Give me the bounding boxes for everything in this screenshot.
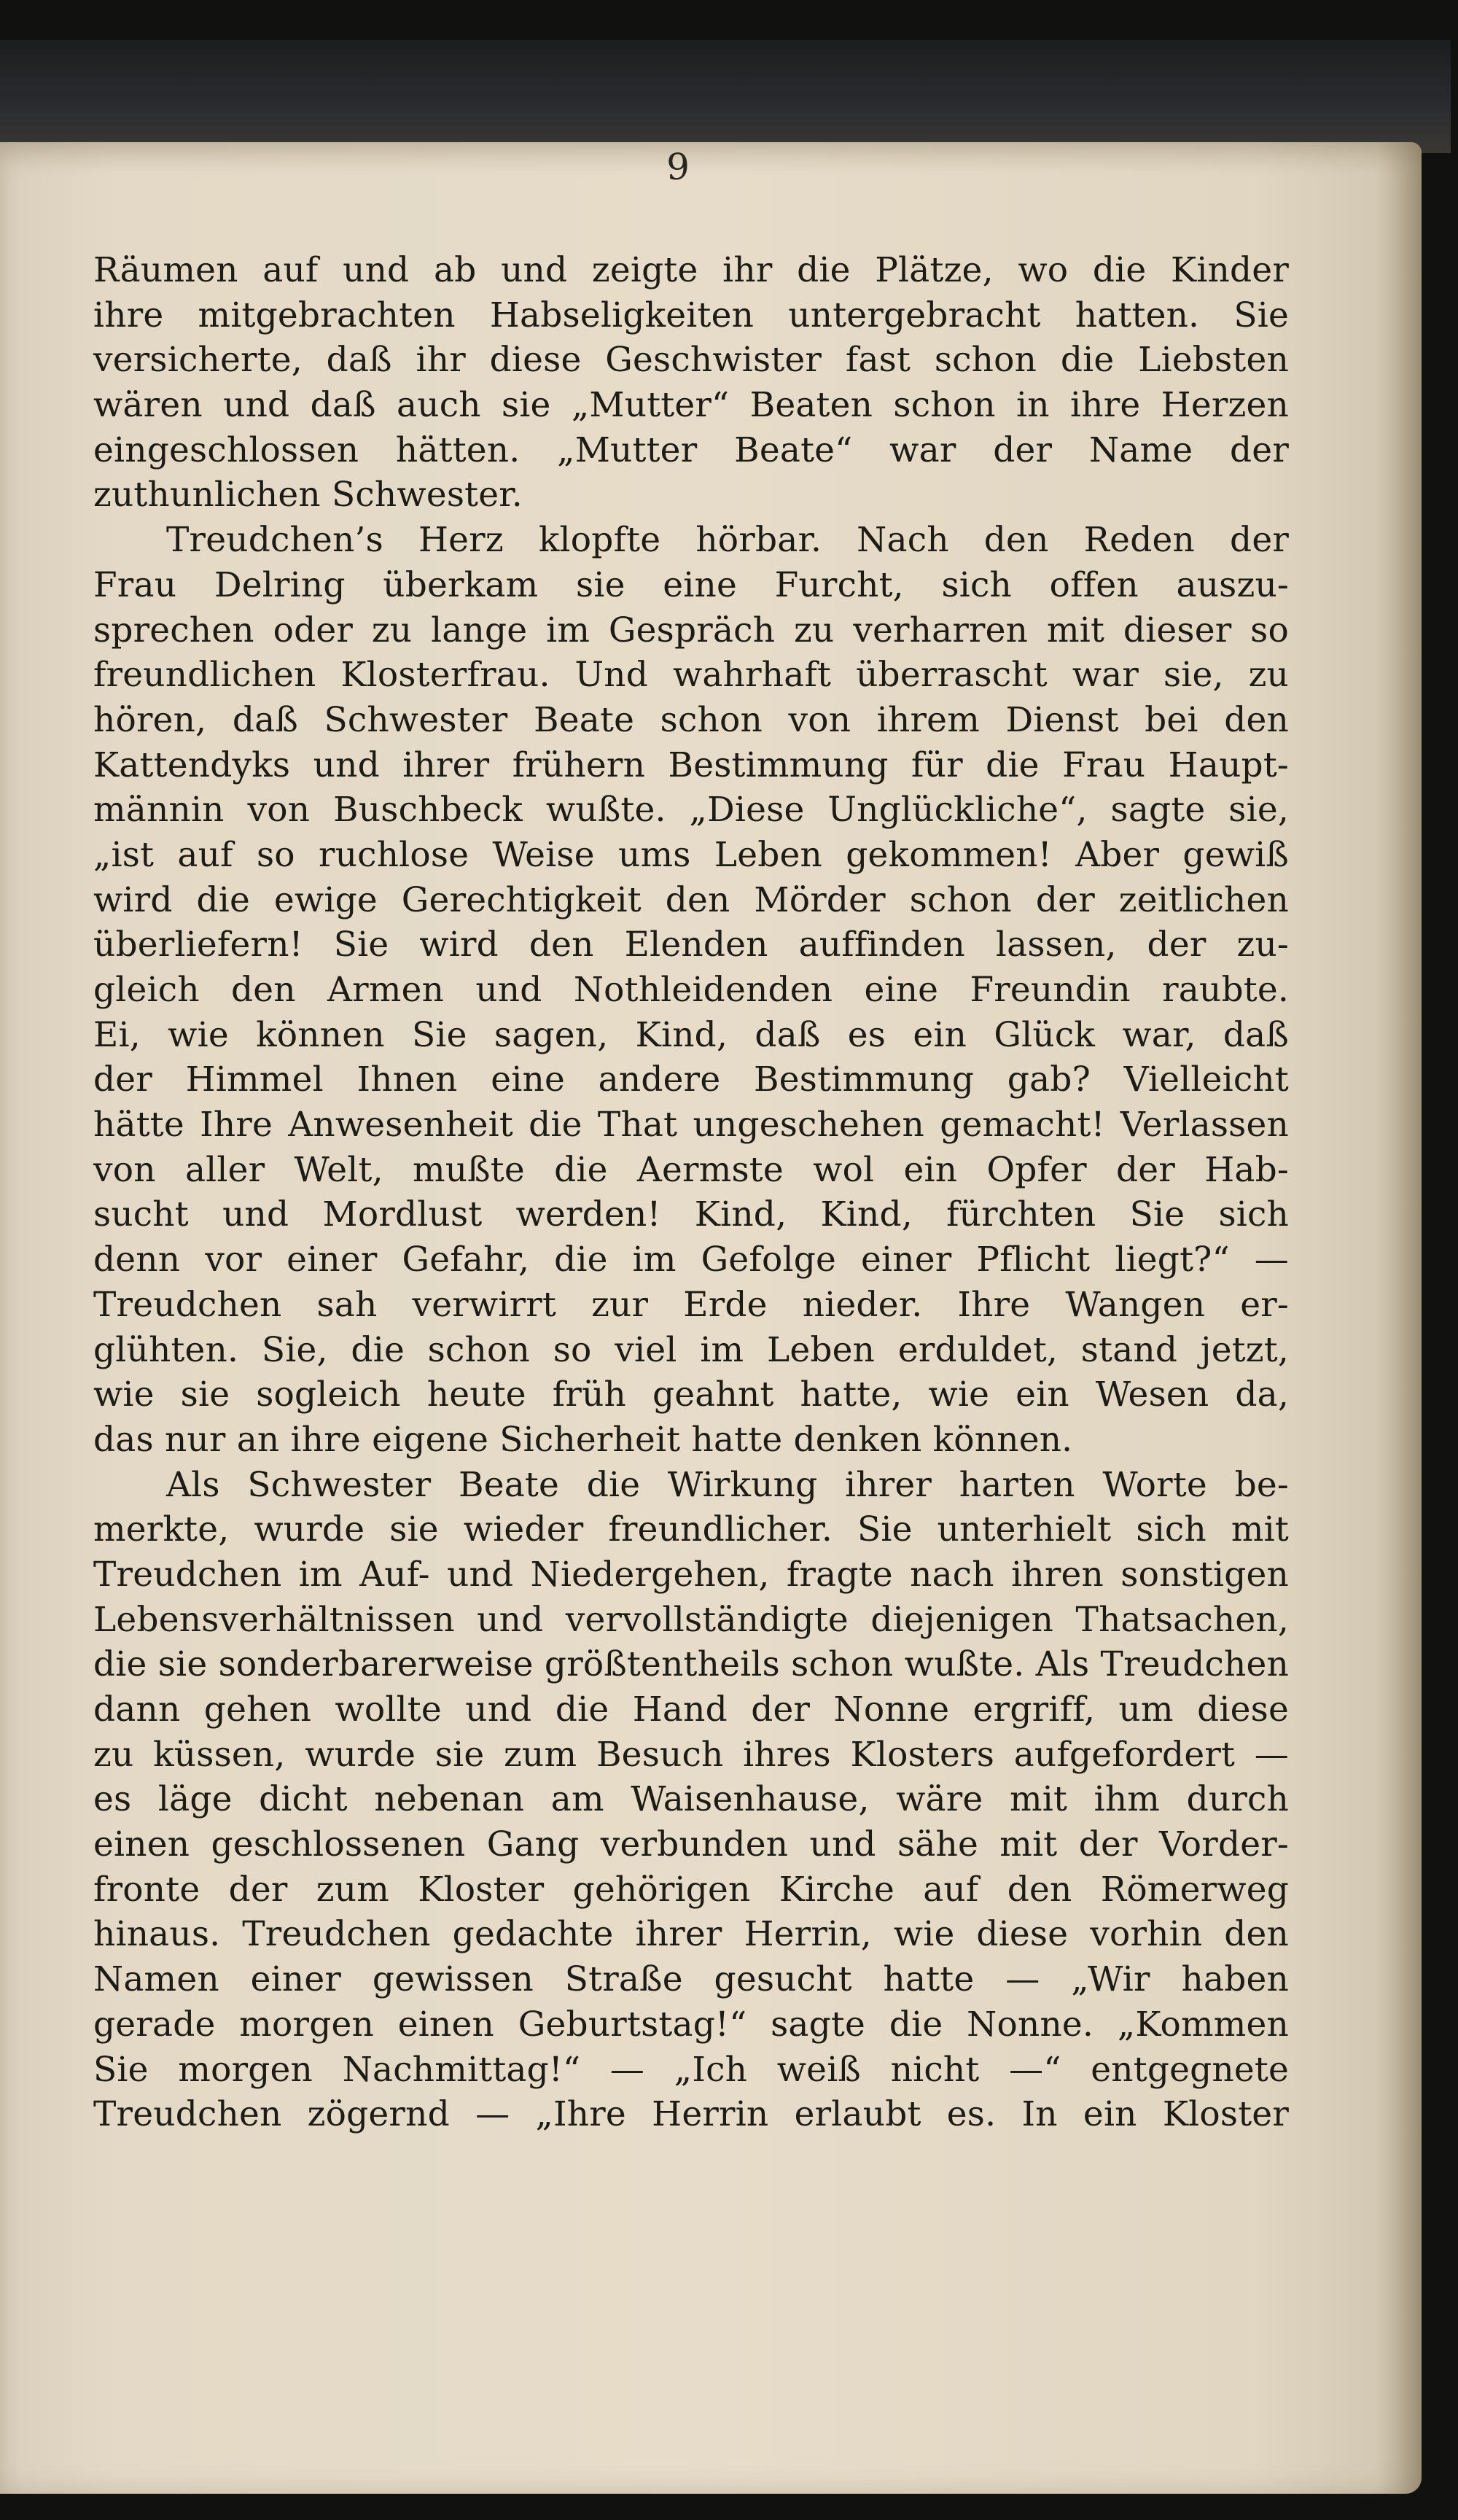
- text-line: Als Schwester Beate die Wirkung ihrer harten Worte be-: [166, 1464, 1289, 1505]
- text-line: Treudchen sah verwirrt zur Erde nieder. Ihre Wangen er-: [93, 1284, 1289, 1325]
- text-line: sucht und Mordlust werden! Kind, Kind, fürchten Sie sich: [93, 1194, 1289, 1235]
- body-text: [93, 248, 1289, 2137]
- text-line: glühten. Sie, die schon so viel im Leben erduldet, stand jetzt,: [93, 1329, 1289, 1370]
- text-line: Treudchen im Auf- und Niedergehen, fragte nach ihren sonstigen: [93, 1554, 1289, 1595]
- text-line: wie sie sogleich heute früh geahnt hatte, wie ein Wesen da,: [93, 1374, 1289, 1415]
- text-line: Kattendyks und ihrer frühern Bestimmung für die Frau Haupt-: [93, 744, 1289, 785]
- text-line: merkte, wurde sie wieder freundlicher. Sie unterhielt sich mit: [93, 1509, 1289, 1550]
- text-line: sprechen oder zu lange im Gespräch zu verharren mit dieser so: [93, 610, 1289, 650]
- text-line: hinaus. Treudchen gedachte ihrer Herrin, wie diese vorhin den: [93, 1914, 1289, 1955]
- text-line: wird die ewige Gerechtigkeit den Mörder schon der zeitlichen: [93, 879, 1289, 920]
- text-line: der Himmel Ihnen eine andere Bestimmung gab? Vielleicht: [93, 1059, 1289, 1100]
- text-line: Namen einer gewissen Straße gesucht hatte — „Wir haben: [93, 1959, 1289, 2000]
- text-line: freundlichen Klosterfrau. Und wahrhaft überrascht war sie, zu: [93, 655, 1289, 696]
- text-line: denn vor einer Gefahr, die im Gefolge einer Pflicht liegt?“ —: [93, 1240, 1289, 1280]
- text-line: Treudchen’s Herz klopfte hörbar. Nach den Reden der: [166, 520, 1289, 561]
- text-line: Frau Delring überkam sie eine Furcht, sich offen auszu-: [93, 564, 1289, 605]
- text-line: „ist auf so ruchlose Weise ums Leben gekommen! Aber gewiß: [93, 834, 1289, 875]
- text-line: das nur an ihre eigene Sicherheit hatte denken können.: [93, 1419, 1073, 1460]
- text-line: einen geschlossenen Gang verbunden und sähe mit der Vorder-: [93, 1824, 1289, 1865]
- text-line: eingeschlossen hätten. „Mutter Beate“ war der Name der: [93, 429, 1289, 470]
- text-line: hören, daß Schwester Beate schon von ihrem Dienst bei den: [93, 699, 1289, 740]
- text-line: hätte Ihre Anwesenheit die That ungeschehen gemacht! Verlassen: [93, 1105, 1289, 1146]
- text-line: versicherte, daß ihr diese Geschwister fast schon die Liebsten: [93, 340, 1289, 381]
- text-line: gerade morgen einen Geburtstag!“ sagte die Nonne. „Kommen: [93, 2004, 1289, 2045]
- text-line: es läge dicht nebenan am Waisenhause, wäre mit ihm durch: [93, 1779, 1289, 1820]
- text-line: die sie sonderbarerweise größtentheils schon wußte. Als Treudchen: [93, 1644, 1289, 1685]
- text-line: männin von Buschbeck wußte. „Diese Unglückliche“, sagte sie,: [93, 790, 1289, 831]
- text-line: fronte der zum Kloster gehörigen Kirche auf den Römerweg: [93, 1869, 1289, 1910]
- page-gutter-shadow: [1378, 142, 1422, 2494]
- text-line: Lebensverhältnissen und vervollständigte diejenigen Thatsachen,: [93, 1599, 1289, 1640]
- text-line: Treudchen zögernd — „Ihre Herrin erlaubt es. In ein Kloster: [93, 2094, 1289, 2135]
- text-line: von aller Welt, mußte die Aermste wol ein Opfer der Hab-: [93, 1149, 1289, 1190]
- text-line: überliefern! Sie wird den Elenden auffinden lassen, der zu-: [93, 925, 1289, 965]
- text-line: Sie morgen Nachmittag!“ — „Ich weiß nicht —“ entgegnete: [93, 2049, 1289, 2090]
- text-line: gleich den Armen und Nothleidenden eine Freundin raubte.: [93, 970, 1289, 1010]
- book-cover-edge: [0, 40, 1451, 153]
- page-number: 9: [666, 146, 690, 188]
- text-line: zu küssen, wurde sie zum Besuch ihres Klosters aufgefordert —: [93, 1734, 1289, 1775]
- text-line: Räumen auf und ab und zeigte ihr die Plätze, wo die Kinder: [93, 250, 1289, 290]
- text-line: ihre mitgebrachten Habseligkeiten untergebracht hatten. Sie: [93, 295, 1289, 335]
- text-line: dann gehen wollte und die Hand der Nonne ergriff, um diese: [93, 1689, 1289, 1730]
- text-line: Ei, wie können Sie sagen, Kind, daß es ein Glück war, daß: [93, 1014, 1289, 1055]
- text-line: zuthunlichen Schwester.: [93, 475, 523, 516]
- text-line: wären und daß auch sie „Mutter“ Beaten schon in ihre Herzen: [93, 385, 1289, 426]
